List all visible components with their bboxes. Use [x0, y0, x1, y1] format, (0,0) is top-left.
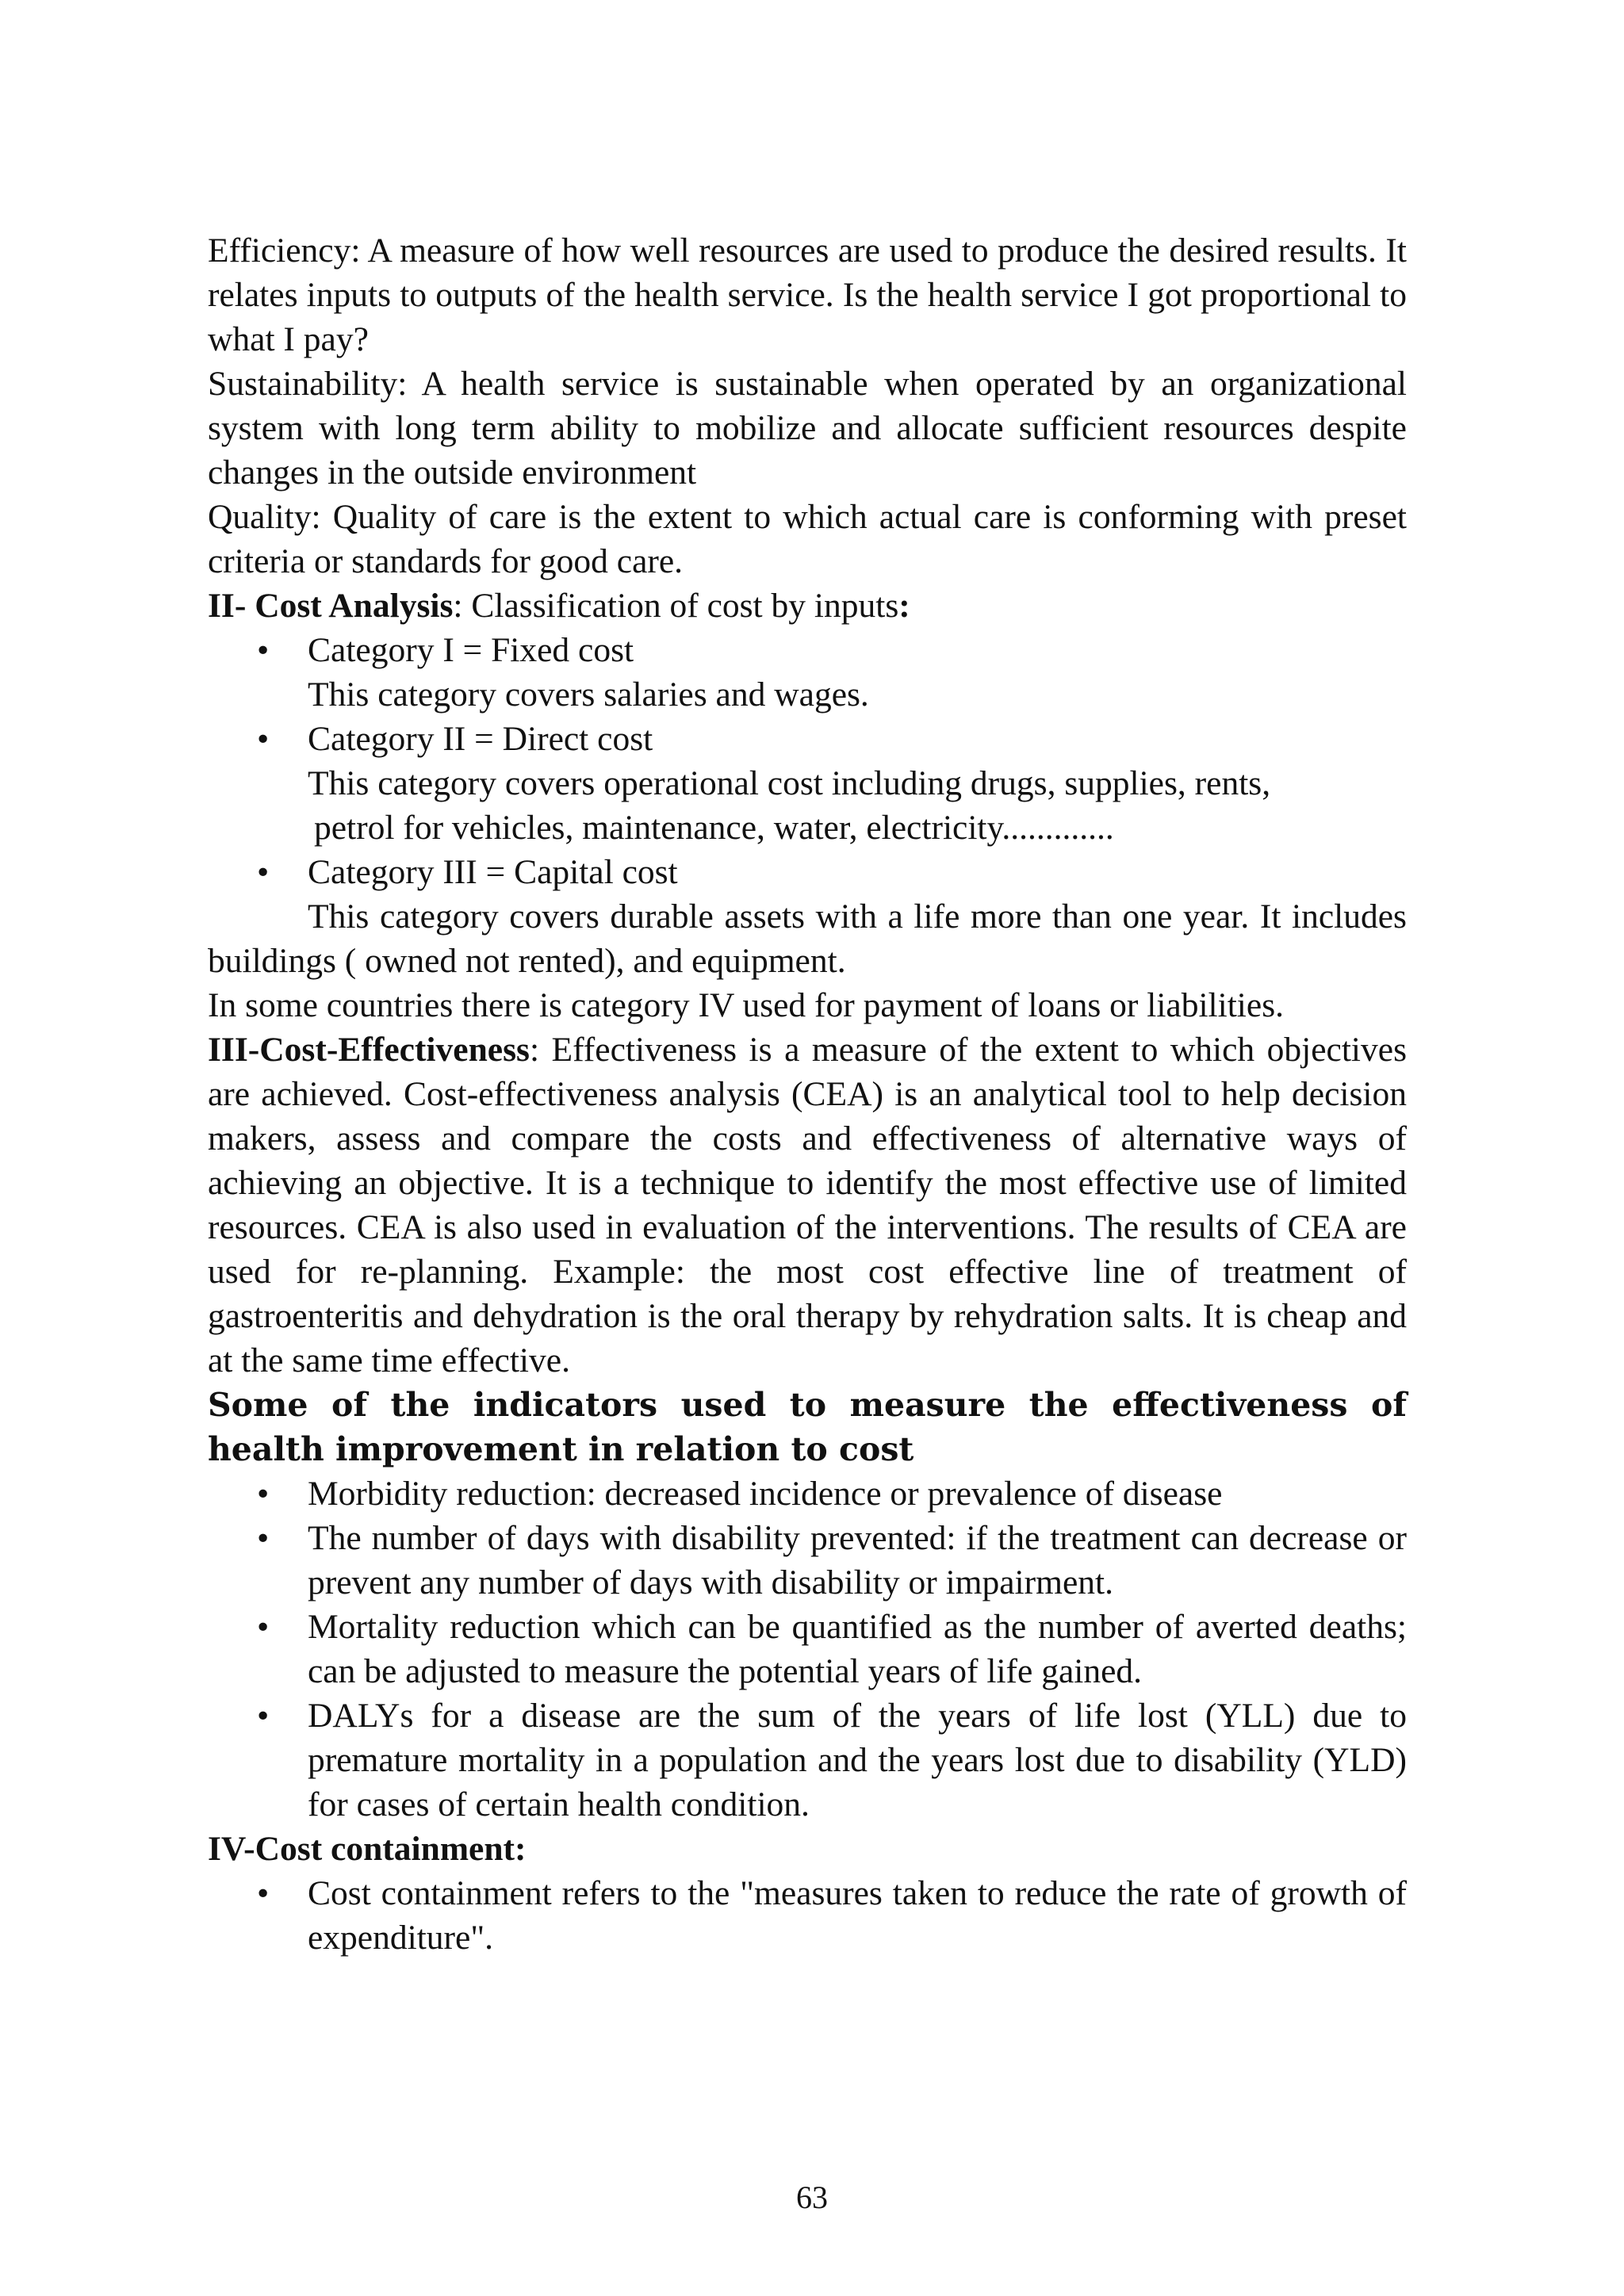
category-title: Category II = Direct cost — [308, 720, 653, 758]
indicator-item: • Mortality reduction which can be quantified as the number of averted deaths; can be adjusted to measure the potential years of life gained. — [208, 1605, 1407, 1693]
category-description: This category covers durable assets with a life more than one year. It includes buildings ( owned not rented), and equipment. — [208, 897, 1407, 980]
indicator-list — [208, 1471, 1407, 1827]
cost-analysis-intro — [208, 584, 1407, 628]
cost-category-item — [208, 717, 1407, 850]
category-title: Category I = Fixed cost — [308, 631, 634, 669]
indicator-item: • The number of days with disability prevented: if the treatment can decrease or prevent any number of days with disability or impairment. — [208, 1516, 1407, 1605]
cost-containment-heading: IV-Cost containment: — [208, 1830, 527, 1868]
cost-category-item — [208, 850, 1407, 894]
indicator-item: • DALYs for a disease are the sum of the years of life lost (YLL) due to premature mortality in a population and the years lost due to disability (YLD) for cases of certain health condition. — [208, 1693, 1407, 1827]
cost-analysis-heading: II- Cost Analysis — [208, 587, 454, 625]
quality-paragraph: Quality: Quality of care is the extent to which actual care is conforming with preset criteria or standards for good care. — [208, 498, 1407, 580]
page-body — [208, 228, 1407, 1960]
category-description: This category covers operational cost including drugs, supplies, rents, — [308, 764, 1271, 802]
category-iv-note: In some countries there is category IV used for payment of loans or liabilities. — [208, 986, 1284, 1024]
indicator-item: • Morbidity reduction: decreased incidence or prevalence of disease — [208, 1471, 1407, 1516]
cost-analysis-colon: : — [898, 587, 910, 625]
cost-effectiveness-paragraph — [208, 1027, 1407, 1383]
efficiency-paragraph: Efficiency: A measure of how well resources are used to produce the desired results. It relates inputs to outputs of the health service. Is the health service I got proportional to what I pay? — [208, 232, 1407, 358]
cost-category-list — [208, 628, 1407, 894]
category-description: This category covers salaries and wages. — [308, 675, 869, 714]
cost-analysis-intro-text: : Classification of cost by inputs — [453, 587, 899, 625]
cost-containment-list — [208, 1871, 1407, 1960]
cost-category-item — [208, 628, 1407, 717]
page-number: 63 — [796, 2179, 828, 2215]
category-title: Category III = Capital cost — [308, 853, 678, 891]
sustainability-paragraph: Sustainability: A health service is sustainable when operated by an organizational system with long term ability to mobilize and allocate sufficient resources despite changes in the outside environment — [208, 365, 1407, 492]
category-description-continued: petrol for vehicles, maintenance, water, electricity............. — [314, 809, 1114, 847]
indicators-heading: Some of the indicators used to measure the effectiveness of health improvement in relation to cost — [208, 1386, 1407, 1468]
cost-effectiveness-body: : Effectiveness is a measure of the extent to which objectives are achieved. Cost-effectiveness analysis (CEA) is an analytical tool to help decision makers, assess and compare the costs and effectiveness of alternative ways of achieving an objective. It is a technique to identify the most effective use of limited resources. CEA is also used in evaluation of the interventions. The results of CEA are used for re-planning. Example: the most cost effective line of treatment of gastroenteritis and dehydration is the oral therapy by rehydration salts. It is cheap and at the same time effective. — [208, 1031, 1407, 1380]
cost-effectiveness-heading: III-Cost-Effectiveness — [208, 1031, 530, 1069]
cost-containment-item: • Cost containment refers to the "measures taken to reduce the rate of growth of expenditure". — [208, 1871, 1407, 1960]
